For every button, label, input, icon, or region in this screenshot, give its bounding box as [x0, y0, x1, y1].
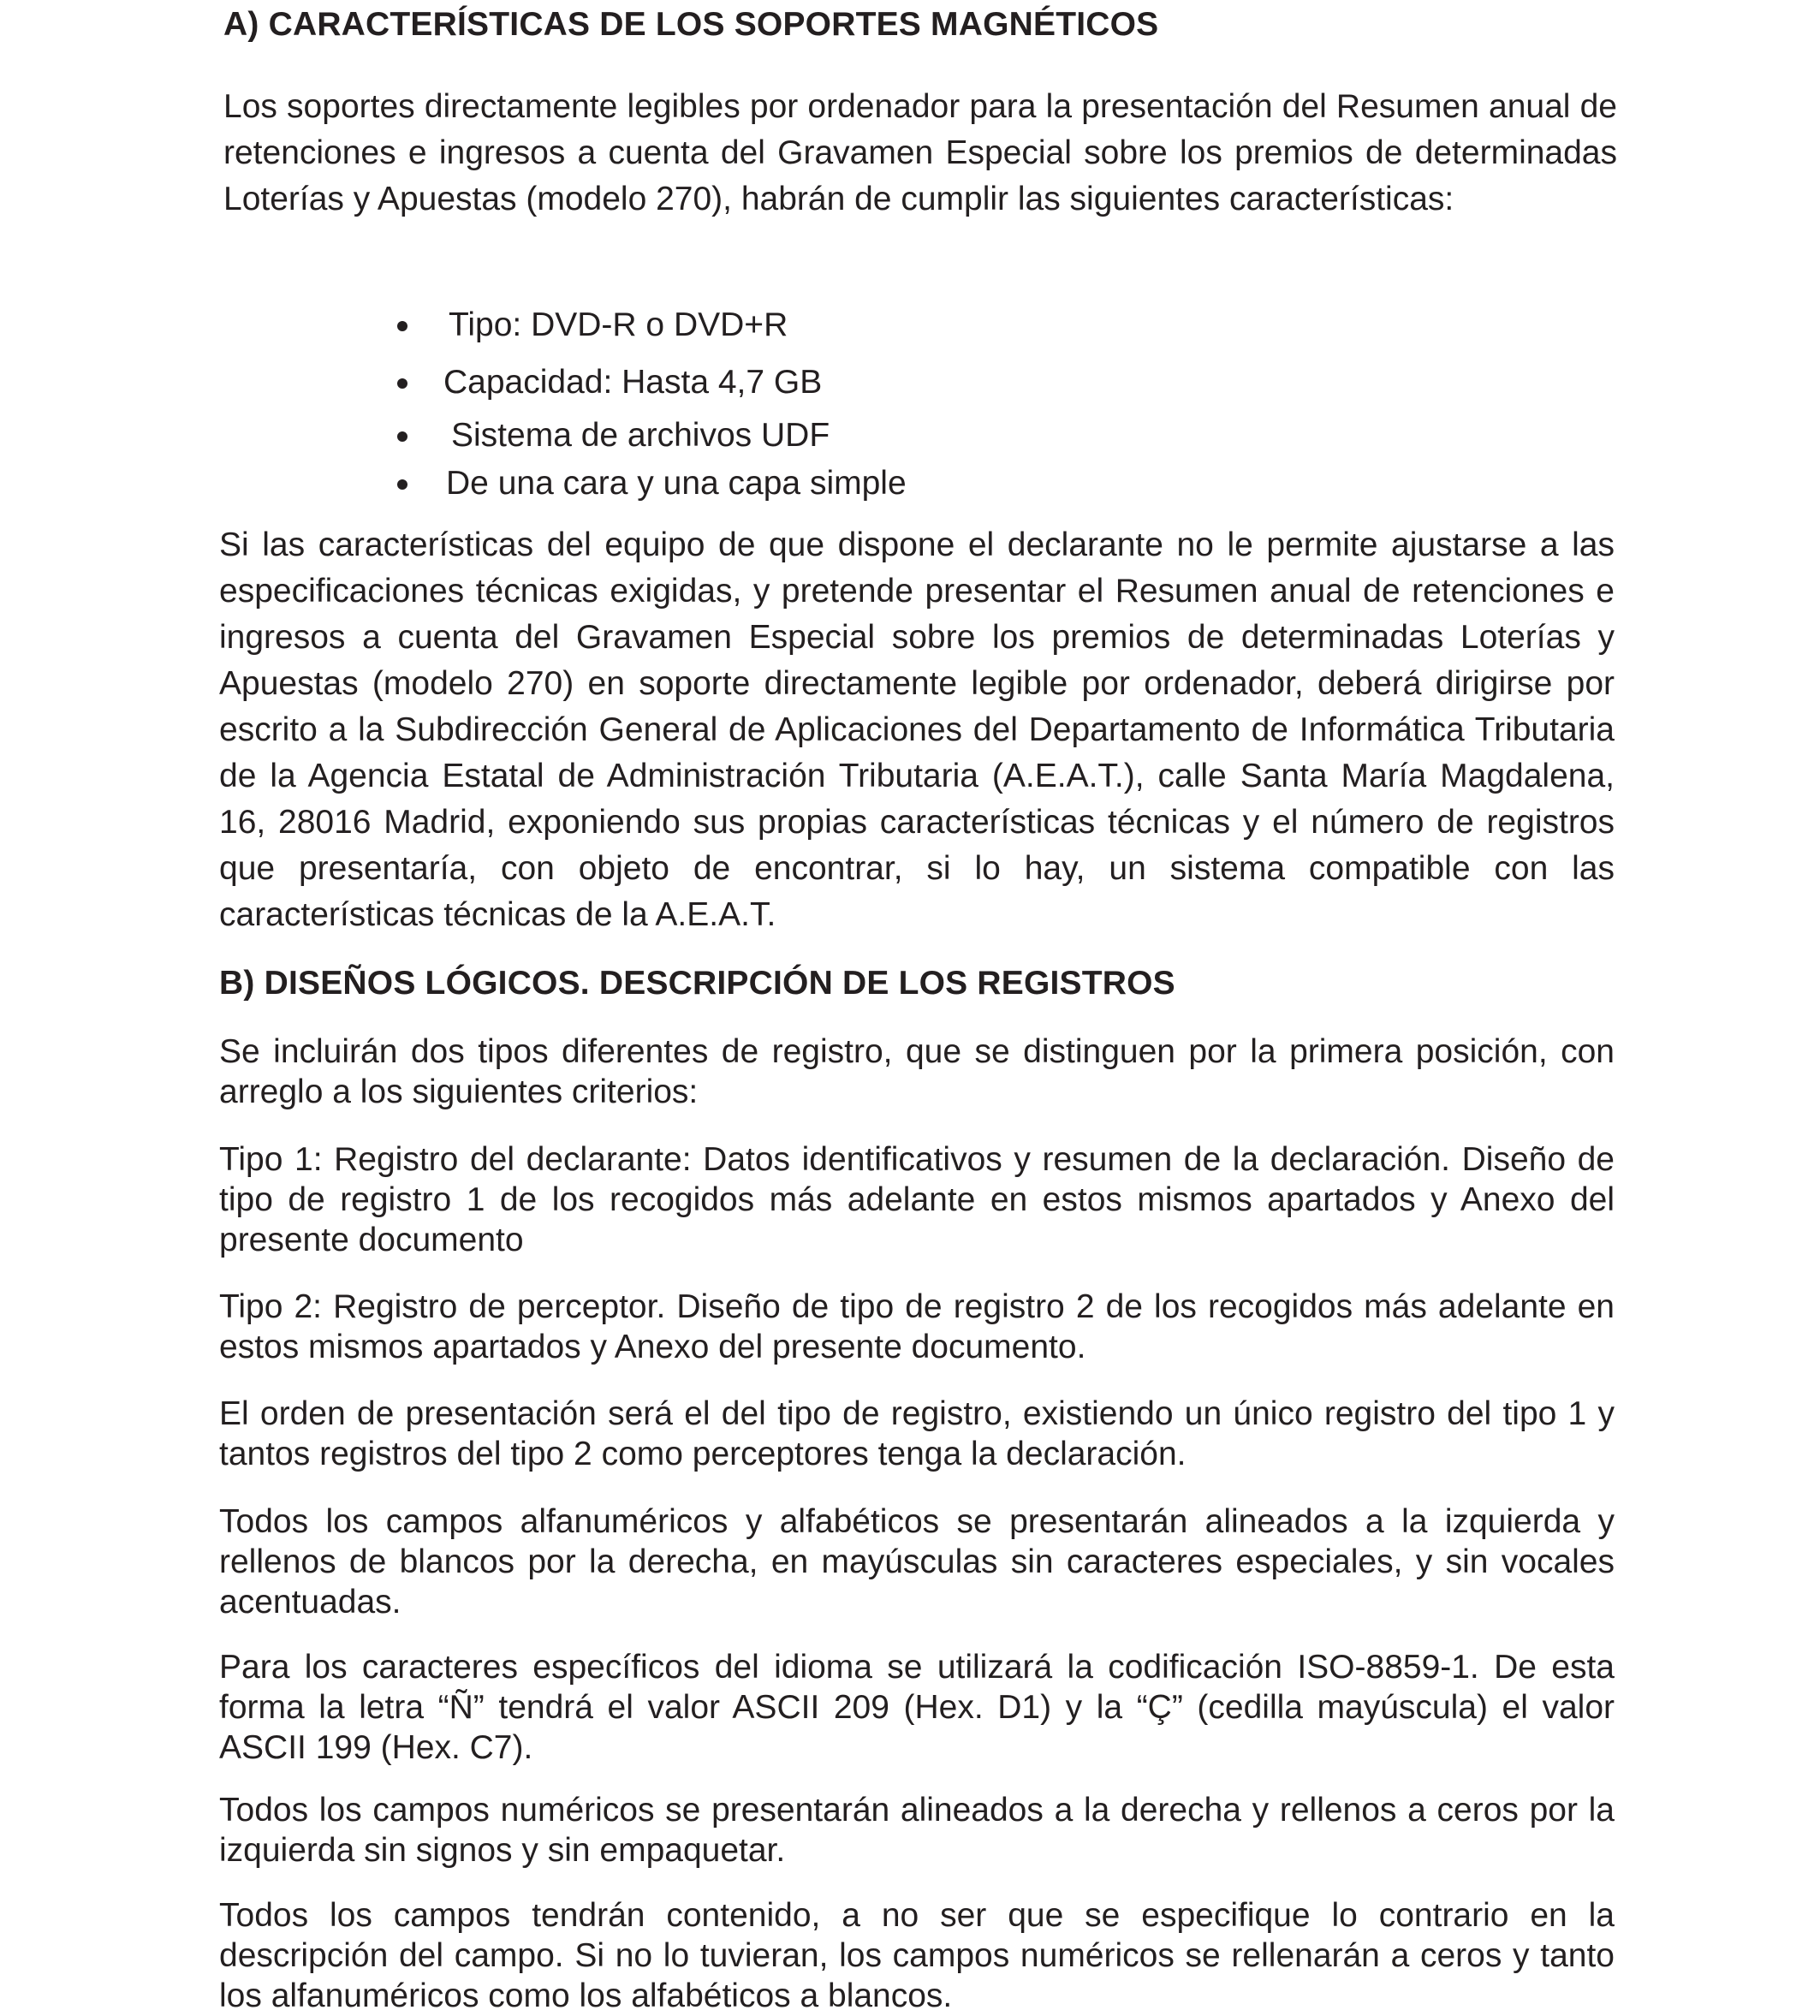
bullet-icon	[397, 431, 407, 442]
section-b-paragraph: Todos los campos numéricos se presentarán alineados a la derecha y rellenos a ceros por la izquierda sin signos y sin empaquetar.	[219, 1792, 1615, 1869]
section-b-paragraph: Todos los campos alfanuméricos y alfabéticos se presentarán alineados a la izquierda y rellenos de blancos por la derecha, en mayúsculas sin caracteres especiales, y sin vocales acentuadas.	[219, 1503, 1615, 1621]
bullet-icon	[397, 378, 407, 389]
list-item-text: Tipo: DVD-R o DVD+R	[449, 306, 788, 343]
section-a-heading: A) CARACTERÍSTICAS DE LOS SOPORTES MAGNÉTICOS	[223, 6, 1159, 43]
section-b-heading: B) DISEÑOS LÓGICOS. DESCRIPCIÓN DE LOS REGISTROS	[219, 965, 1175, 1002]
section-b-paragraph: El orden de presentación será el del tipo de registro, existiendo un único registro del tipo 1 y tantos registros del tipo 2 como perceptores tenga la declaración.	[219, 1395, 1615, 1472]
section-a-note: Si las características del equipo de que dispone el declarante no le permite ajustarse a las especificaciones técnicas exigidas, y pretende presentar el Resumen anual de retenciones e ingresos a cuenta del Gravamen Especial sobre los premios de determinadas Loterías y Apuestas (modelo 270) en soporte directamente legible por ordenador, deberá dirigirse por escrito a la Subdirección General de Aplicaciones del Departamento de Informática Tributaria de la Agencia Estatal de Administración Tributaria (A.E.A.T.), calle Santa María Magdalena, 16, 28016 Madrid, exponiendo sus propias características técnicas y el número de registros que presentaría, con objeto de encontrar, si lo hay, un sistema compatible con las características técnicas de la A.E.A.T.	[219, 526, 1615, 933]
section-b-paragraph: Se incluirán dos tipos diferentes de registro, que se distinguen por la primera posición, con arreglo a los siguientes criterios:	[219, 1033, 1615, 1110]
section-b-paragraph: Para los caracteres específicos del idioma se utilizará la codificación ISO-8859-1. De esta forma la letra “Ñ” tendrá el valor ASCII 209 (Hex. D1) y la “Ç” (cedilla mayúscula) el valor ASCII 199 (Hex. C7).	[219, 1649, 1615, 1766]
section-b-paragraph: Todos los campos tendrán contenido, a no ser que se especifique lo contrario en la descripción del campo. Si no lo tuvieran, los campos numéricos se rellenarán a ceros y tanto los alfanuméricos como los alfabéticos a blancos.	[219, 1897, 1615, 2014]
bullet-icon	[397, 479, 407, 490]
section-b-paragraph: Tipo 2: Registro de perceptor. Diseño de tipo de registro 2 de los recogidos más adelante en estos mismos apartados y Anexo del presente documento.	[219, 1288, 1615, 1365]
section-a-intro: Los soportes directamente legibles por ordenador para la presentación del Resumen anual de retenciones e ingresos a cuenta del Gravamen Especial sobre los premios de determinadas Loterías y Apuestas (modelo 270), habrán de cumplir las siguientes características:	[223, 88, 1617, 217]
list-item-text: Capacidad: Hasta 4,7 GB	[443, 364, 823, 401]
section-b-paragraph: Tipo 1: Registro del declarante: Datos identificativos y resumen de la declaración. Diseño de tipo de registro 1 de los recogidos más adelante en estos mismos apartados y Anexo del presente documento	[219, 1141, 1615, 1258]
list-item-text: De una cara y una capa simple	[446, 465, 907, 502]
bullet-icon	[397, 321, 407, 331]
list-item-text: Sistema de archivos UDF	[451, 417, 830, 454]
